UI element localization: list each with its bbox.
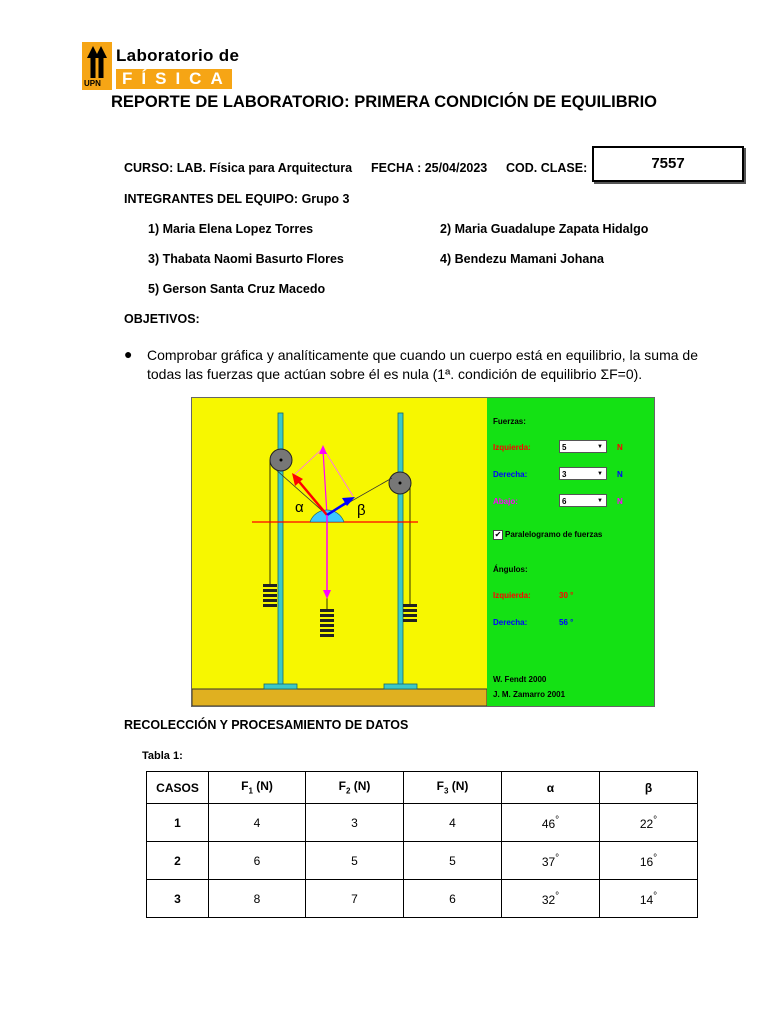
floor bbox=[192, 689, 487, 706]
left-weights bbox=[263, 584, 277, 607]
forces-label: Fuerzas: bbox=[493, 417, 526, 426]
upn-logo bbox=[82, 42, 240, 92]
upn-logo-text: UPN bbox=[84, 79, 101, 88]
cell-f1: 6 bbox=[209, 842, 306, 880]
member-4: 4) Bendezu Mamani Johana bbox=[440, 252, 604, 266]
fecha-label: FECHA : 25/04/2023 bbox=[371, 161, 488, 175]
header-beta: β bbox=[600, 772, 698, 804]
table-caption: Tabla 1: bbox=[142, 750, 183, 762]
parallelogram-label: Paralelogramo de fuerzas bbox=[505, 530, 603, 539]
cell-beta: 16° bbox=[600, 842, 698, 880]
simulation-canvas bbox=[192, 398, 487, 706]
header-f1: $F_1$ (N) bbox=[209, 772, 306, 804]
logo-line1: Laboratorio de bbox=[116, 46, 240, 65]
header-f2: $F_2$ (N) bbox=[306, 772, 404, 804]
angle-left-label: Izquierda: bbox=[493, 591, 531, 600]
cell-alpha: 46° bbox=[502, 804, 600, 842]
logo-line2: FÍSICA bbox=[116, 69, 232, 89]
member-2: 2) Maria Guadalupe Zapata Hidalgo bbox=[440, 222, 649, 236]
cell-f3: 5 bbox=[404, 842, 502, 880]
header-casos: CASOS bbox=[147, 772, 209, 804]
resultant-arrow bbox=[323, 450, 327, 515]
beta-label: β bbox=[357, 502, 366, 519]
member-1: 1) Maria Elena Lopez Torres bbox=[148, 222, 314, 236]
header-f3: $F_3$ (N) bbox=[404, 772, 502, 804]
credit-line-2: J. M. Zamarro 2001 bbox=[493, 690, 566, 699]
member-3: 3) Thabata Naomi Basurto Flores bbox=[148, 252, 344, 266]
left-force-label: Izquierda: bbox=[493, 443, 531, 452]
curso-label: CURSO: LAB. Física para Arquitectura bbox=[124, 161, 353, 175]
table-header-row bbox=[147, 772, 698, 804]
right-force-unit: N bbox=[617, 470, 623, 479]
data-section-heading: RECOLECCIÓN Y PROCESAMIENTO DE DATOS bbox=[124, 718, 409, 732]
table-row bbox=[147, 880, 698, 918]
member-5: 5) Gerson Santa Cruz Macedo bbox=[148, 282, 326, 296]
angles-label: Ángulos: bbox=[493, 565, 528, 574]
pulley-diagram bbox=[192, 398, 487, 706]
right-force-label: Derecha: bbox=[493, 470, 528, 479]
cell-caso: 2 bbox=[147, 842, 209, 880]
angle-right-label: Derecha: bbox=[493, 618, 528, 627]
parallelogram-checkbox[interactable]: ✔ bbox=[494, 530, 502, 539]
down-force-value: 6 bbox=[562, 497, 567, 506]
cell-f3: 4 bbox=[404, 804, 502, 842]
center-weights bbox=[320, 609, 334, 637]
chevron-down-icon: ▼ bbox=[597, 498, 603, 504]
cell-beta: 22° bbox=[600, 804, 698, 842]
angle-right-value: 56 ° bbox=[559, 618, 574, 627]
cod-clase-label: COD. CLASE: bbox=[506, 161, 588, 175]
chevron-down-icon: ▼ bbox=[597, 444, 603, 450]
right-force-select[interactable] bbox=[559, 467, 607, 480]
cod-clase-box: 7557 bbox=[592, 146, 744, 182]
cell-f3: 6 bbox=[404, 880, 502, 918]
cell-f2: 3 bbox=[306, 804, 404, 842]
alpha-label: α bbox=[295, 499, 304, 516]
left-force-unit: N bbox=[617, 443, 623, 452]
cell-f2: 7 bbox=[306, 880, 404, 918]
table-row bbox=[147, 842, 698, 880]
header-alpha: α bbox=[502, 772, 600, 804]
objective-text: Comprobar gráfica y analíticamente que cuando un cuerpo está en equilibrio, la suma de todas las fuerzas que actúan sobre él es nula (1ª. condición de equilibrio ΣF=0). bbox=[147, 347, 698, 382]
table-row bbox=[147, 804, 698, 842]
credit-line-1: W. Fendt 2000 bbox=[493, 675, 547, 684]
upn-logo-mark bbox=[82, 42, 112, 90]
down-force-label: Abajo: bbox=[493, 497, 518, 506]
team-heading: INTEGRANTES DEL EQUIPO: Grupo 3 bbox=[124, 192, 350, 206]
right-weights bbox=[403, 604, 417, 622]
left-force-value: 5 bbox=[562, 443, 567, 452]
cell-caso: 3 bbox=[147, 880, 209, 918]
left-stand-base bbox=[264, 684, 297, 689]
cell-alpha: 32° bbox=[502, 880, 600, 918]
right-stand bbox=[398, 413, 403, 689]
simulation-panel bbox=[487, 398, 654, 706]
page-title: REPORTE DE LABORATORIO: PRIMERA CONDICIÓN DE EQUILIBRIO bbox=[110, 93, 658, 111]
data-table bbox=[146, 771, 698, 918]
cell-beta: 14° bbox=[600, 880, 698, 918]
chevron-down-icon: ▼ bbox=[597, 471, 603, 477]
left-force-select[interactable] bbox=[559, 440, 607, 453]
equilibrium-simulation bbox=[191, 397, 655, 707]
down-force-unit: N bbox=[617, 497, 623, 506]
cell-f2: 5 bbox=[306, 842, 404, 880]
down-force-select[interactable] bbox=[559, 494, 607, 507]
objectives-heading: OBJETIVOS: bbox=[124, 312, 200, 326]
bullet: ● bbox=[124, 346, 133, 362]
angle-left-value: 30 ° bbox=[559, 591, 574, 600]
right-stand-base bbox=[384, 684, 417, 689]
right-force-value: 3 bbox=[562, 470, 567, 479]
cell-caso: 1 bbox=[147, 804, 209, 842]
cell-f1: 4 bbox=[209, 804, 306, 842]
cell-f1: 8 bbox=[209, 880, 306, 918]
cell-alpha: 37° bbox=[502, 842, 600, 880]
